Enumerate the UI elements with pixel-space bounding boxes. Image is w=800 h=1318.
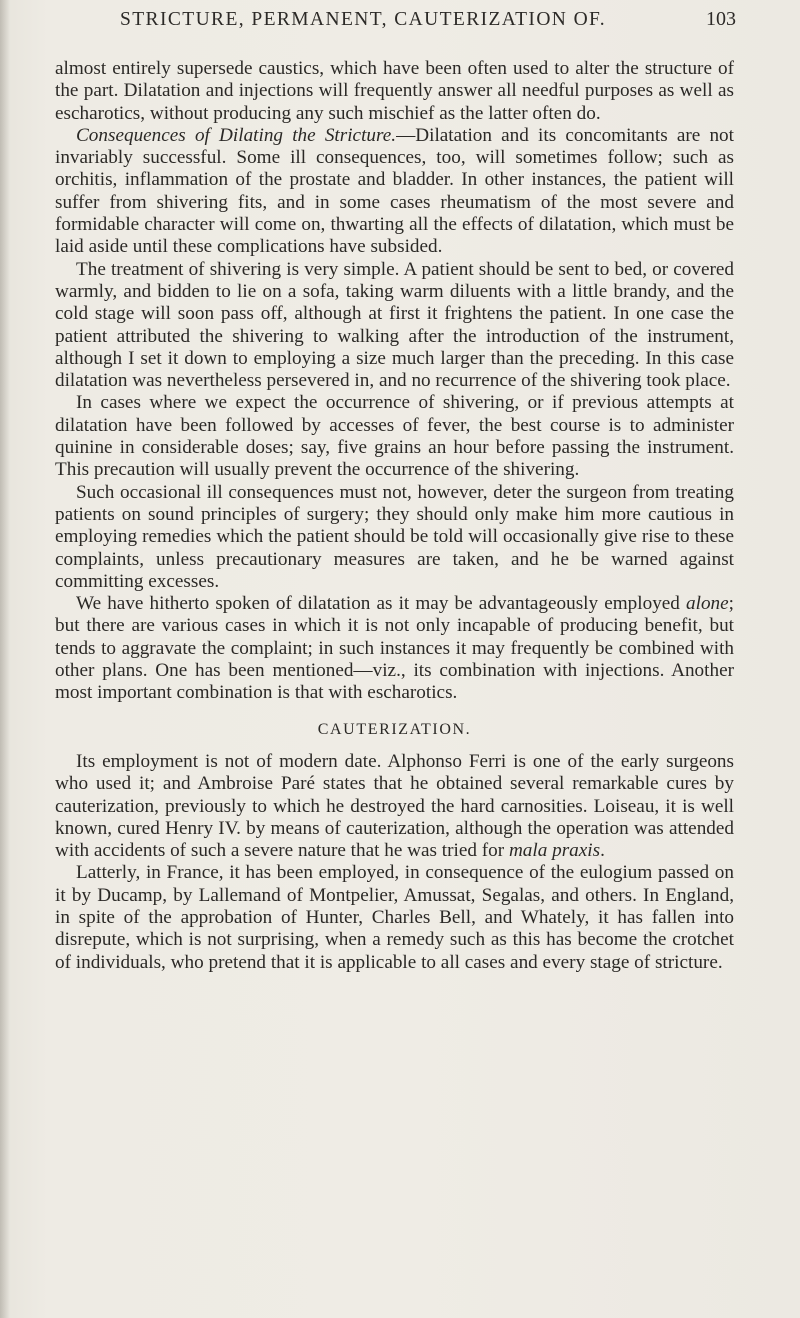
paragraphs-before-heading [55, 58, 734, 705]
paragraph-text: The treatment of shivering is very simple. A patient should be sent to bed, or covered warmly, and bidden to lie on a sofa, taking warm diluents with a little brandy, and the cold stage will soon pass off, although at first it frightens the patient. In one case the patient attributed the shivering to walking after the introduction of the instrument, although I set it down to employing a size much larger than the preceding. In this case dilatation was nevertheless persevered in, and no recurrence of the shivering took place. [55, 258, 734, 392]
paragraph-text: We have hitherto spoken of dilatation as it may be advantageously employed [76, 593, 687, 615]
italic-text: Consequences of Dilating the Stricture. [76, 124, 397, 146]
paragraph-text: ; but there are various cases in which it is not only incapable of producing benefit, but tends to aggravate the complaint; in such instances it may frequently be combined with other plans. One has been mentioned—viz., its combination with injections. Another most important combination is that with escharotics. [55, 593, 734, 704]
italic-text: alone [686, 593, 729, 615]
paragraph [55, 751, 734, 862]
paragraph [55, 392, 734, 481]
paragraph [55, 593, 734, 704]
paragraph [55, 862, 734, 973]
paragraph-text: Such occasional ill consequences must not, however, deter the surgeon from treating patients on sound principles of surgery; they should only make him more cautious in employing remedies which the patient should be told will occasionally give rise to these complaints, unless precautionary measures are taken, and he be warned against committing excesses. [55, 481, 734, 592]
paragraph-text: . [600, 840, 605, 862]
paragraph-text: Its employment is not of modern date. Alphonso Ferri is one of the early surgeons who used it; and Ambroise Paré states that he obtained several remarkable cures by cauterization, previously to which he destroyed the hard carnosities. Loiseau, it is well known, cured Henry IV. by means of cauterization, although the operation was attended with accidents of such a severe nature that he was tried for [55, 750, 734, 862]
paragraphs-after-heading [55, 751, 734, 974]
paragraph-text: In cases where we expect the occurrence of shivering, or if previous attempts at dilatation have been followed by accesses of fever, the best course is to administer quinine in considerable doses; say, five grains an hour before passing the instrument. This precaution will usually prevent the occurrence of the shivering. [55, 392, 734, 481]
paragraph-text: Latterly, in France, it has been employed, in consequence of the eulogium passed on it by Ducamp, by Lallemand of Montpelier, Amussat, Segalas, and others. In England, in spite of the approbation of Hunter, Charles Bell, and Whately, it has fallen into disrepute, which is not surprising, when a remedy such as this has become the crotchet of individuals, who pretend that it is applicable to all cases and every stage of stricture. [55, 862, 734, 973]
paragraph [55, 58, 734, 125]
paragraph-text: almost entirely supersede caustics, which have been often used to alter the structure of the part. Dilatation and injections will frequently answer all needful purposes as well as escharotics, without producing any such mischief as the latter often do. [55, 58, 734, 124]
paragraph [55, 125, 734, 259]
running-head: STRICTURE, PERMANENT, CAUTERIZATION OF. [120, 9, 607, 30]
page-number: 103 [706, 8, 736, 30]
paragraph-text: —Dilatation and its concomitants are not invariably successful. Some ill consequences, too, will sometimes follow; such as orchitis, inflammation of the prostate and bladder. In other instances, the patient will suffer from shivering fits, and in some cases rheumatism of the most severe and formidable character will come on, thwarting all the effects of dilatation, which must be laid aside until these complications have subsided. [55, 124, 734, 258]
paragraph [55, 259, 734, 393]
italic-text: mala praxis [508, 840, 601, 862]
page-header [86, 5, 736, 35]
body-text [55, 58, 734, 974]
section-heading: CAUTERIZATION. [317, 720, 472, 738]
paragraph [55, 482, 734, 593]
binding-shadow [0, 0, 10, 1318]
